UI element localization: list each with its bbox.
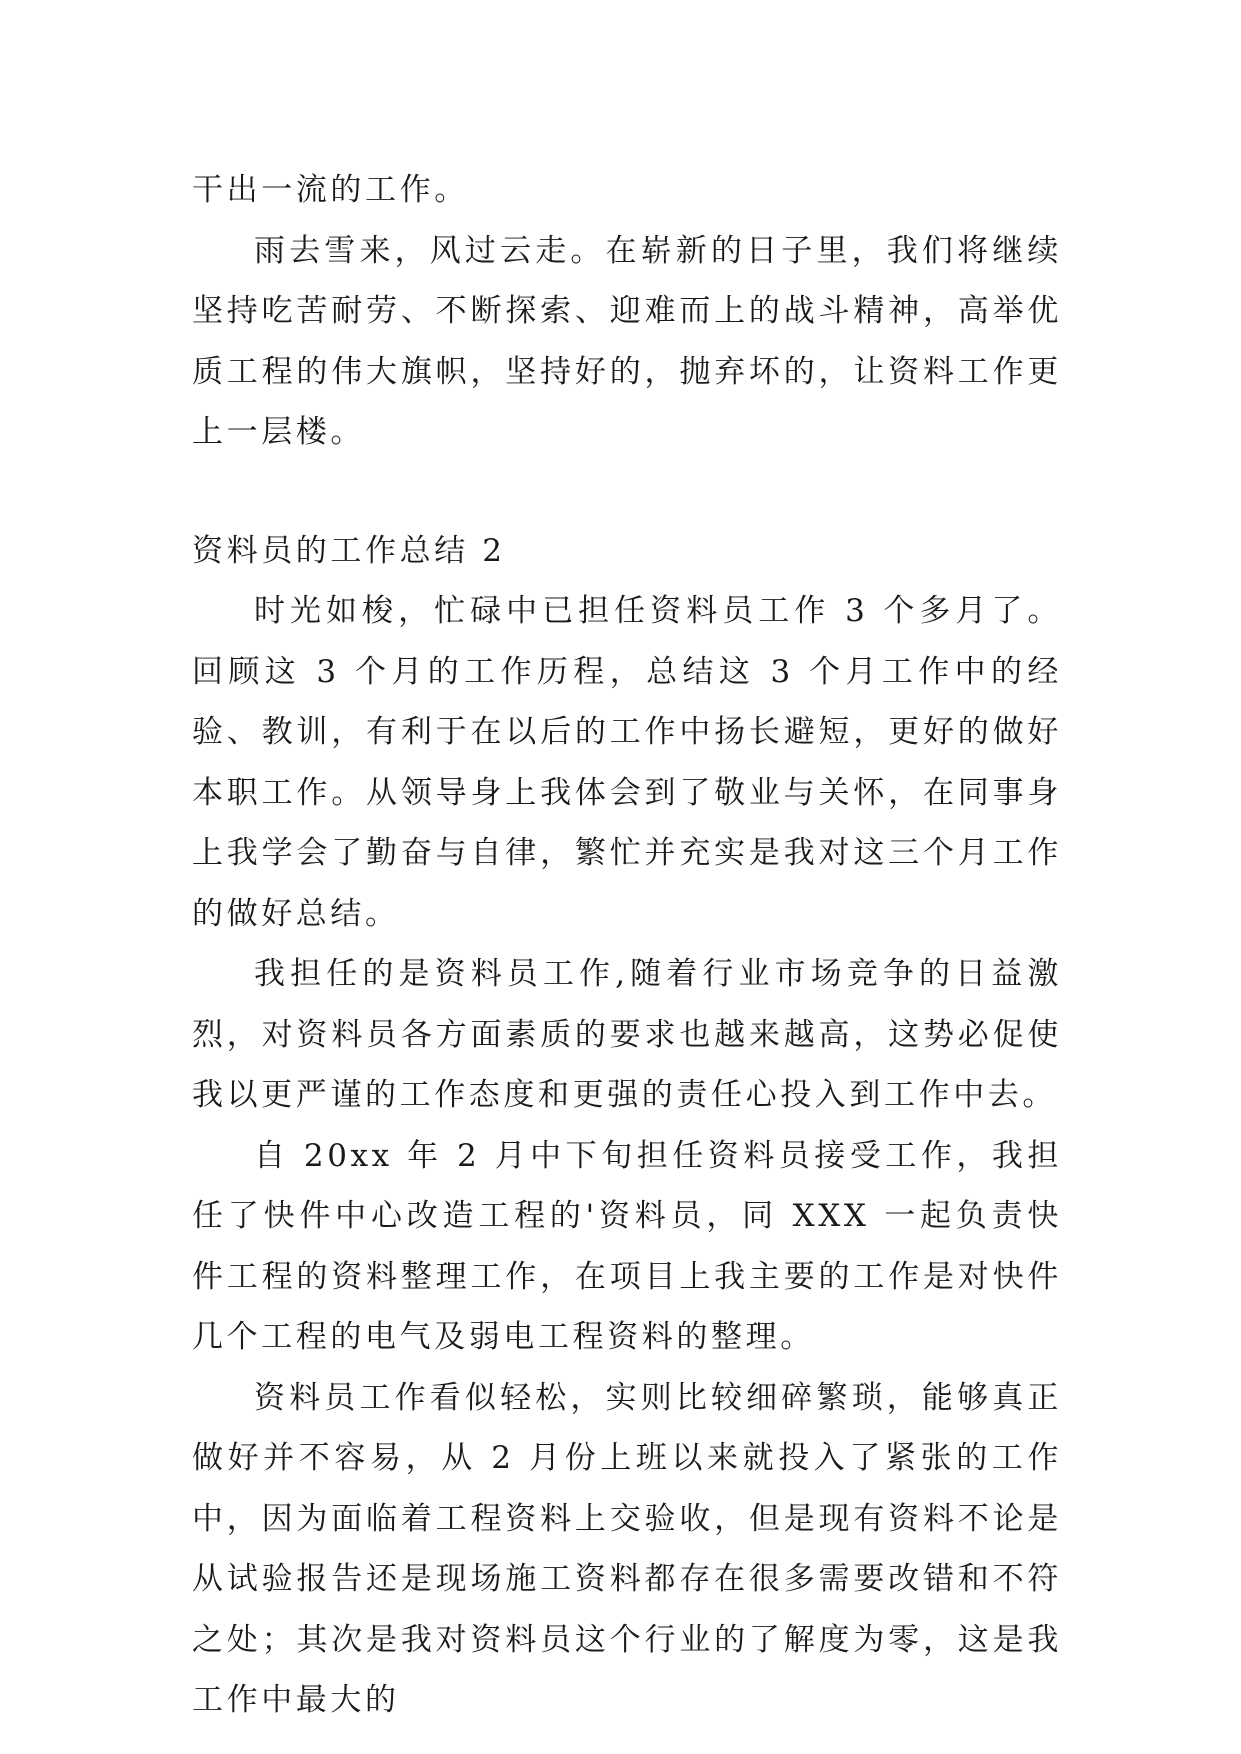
closing-paragraph: 雨去雪来，风过云走。在崭新的日子里，我们将继续坚持吃苦耐劳、不断探索、迎难而上的战斗精神，高举优质工程的伟大旗帜，坚持好的，抛弃坏的，让资料工作更上一层楼。 bbox=[192, 232, 1062, 450]
body-paragraph-1: 时光如梭，忙碌中已担任资料员工作 3 个多月了。回顾这 3 个月的工作历程，总结这 3 个月工作中的经验、教训，有利于在以后的工作中扬长避短，更好的做好本职工作。从领导身上我体会到了敬业与关怀，在同事身上我学会了勤奋与自律，繁忙并充实是我对这三个月工作的做好总结。 bbox=[192, 593, 1062, 932]
body-paragraph-4: 资料员工作看似轻松，实则比较细碎繁琐，能够真正做好并不容易，从 2 月份上班以来就投入了紧张的工作中，因为面临着工程资料上交验收，但是现有资料不论是从试验报告还是现场施工资料都存在很多需要改错和不符之处；其次是我对资料员这个行业的了解度为零，这是我工作中最大的 bbox=[192, 1379, 1062, 1718]
body-paragraph-2: 我担任的是资料员工作,随着行业市场竞争的日益激烈，对资料员各方面素质的要求也越来越高，这势必促使我以更严谨的工作态度和更强的责任心投入到工作中去。 bbox=[192, 956, 1062, 1113]
body-paragraph-3: 自 20xx 年 2 月中下旬担任资料员接受工作，我担任了快件中心改造工程的'资料员，同 XXX 一起负责快件工程的资料整理工作，在项目上我主要的工作是对快件几个工程的电气及弱电工程资料的整理。 bbox=[192, 1137, 1062, 1355]
section-title: 资料员的工作总结 2 bbox=[192, 532, 506, 569]
document-body bbox=[192, 160, 1062, 1731]
continuation-paragraph: 干出一流的工作。 bbox=[192, 172, 469, 208]
